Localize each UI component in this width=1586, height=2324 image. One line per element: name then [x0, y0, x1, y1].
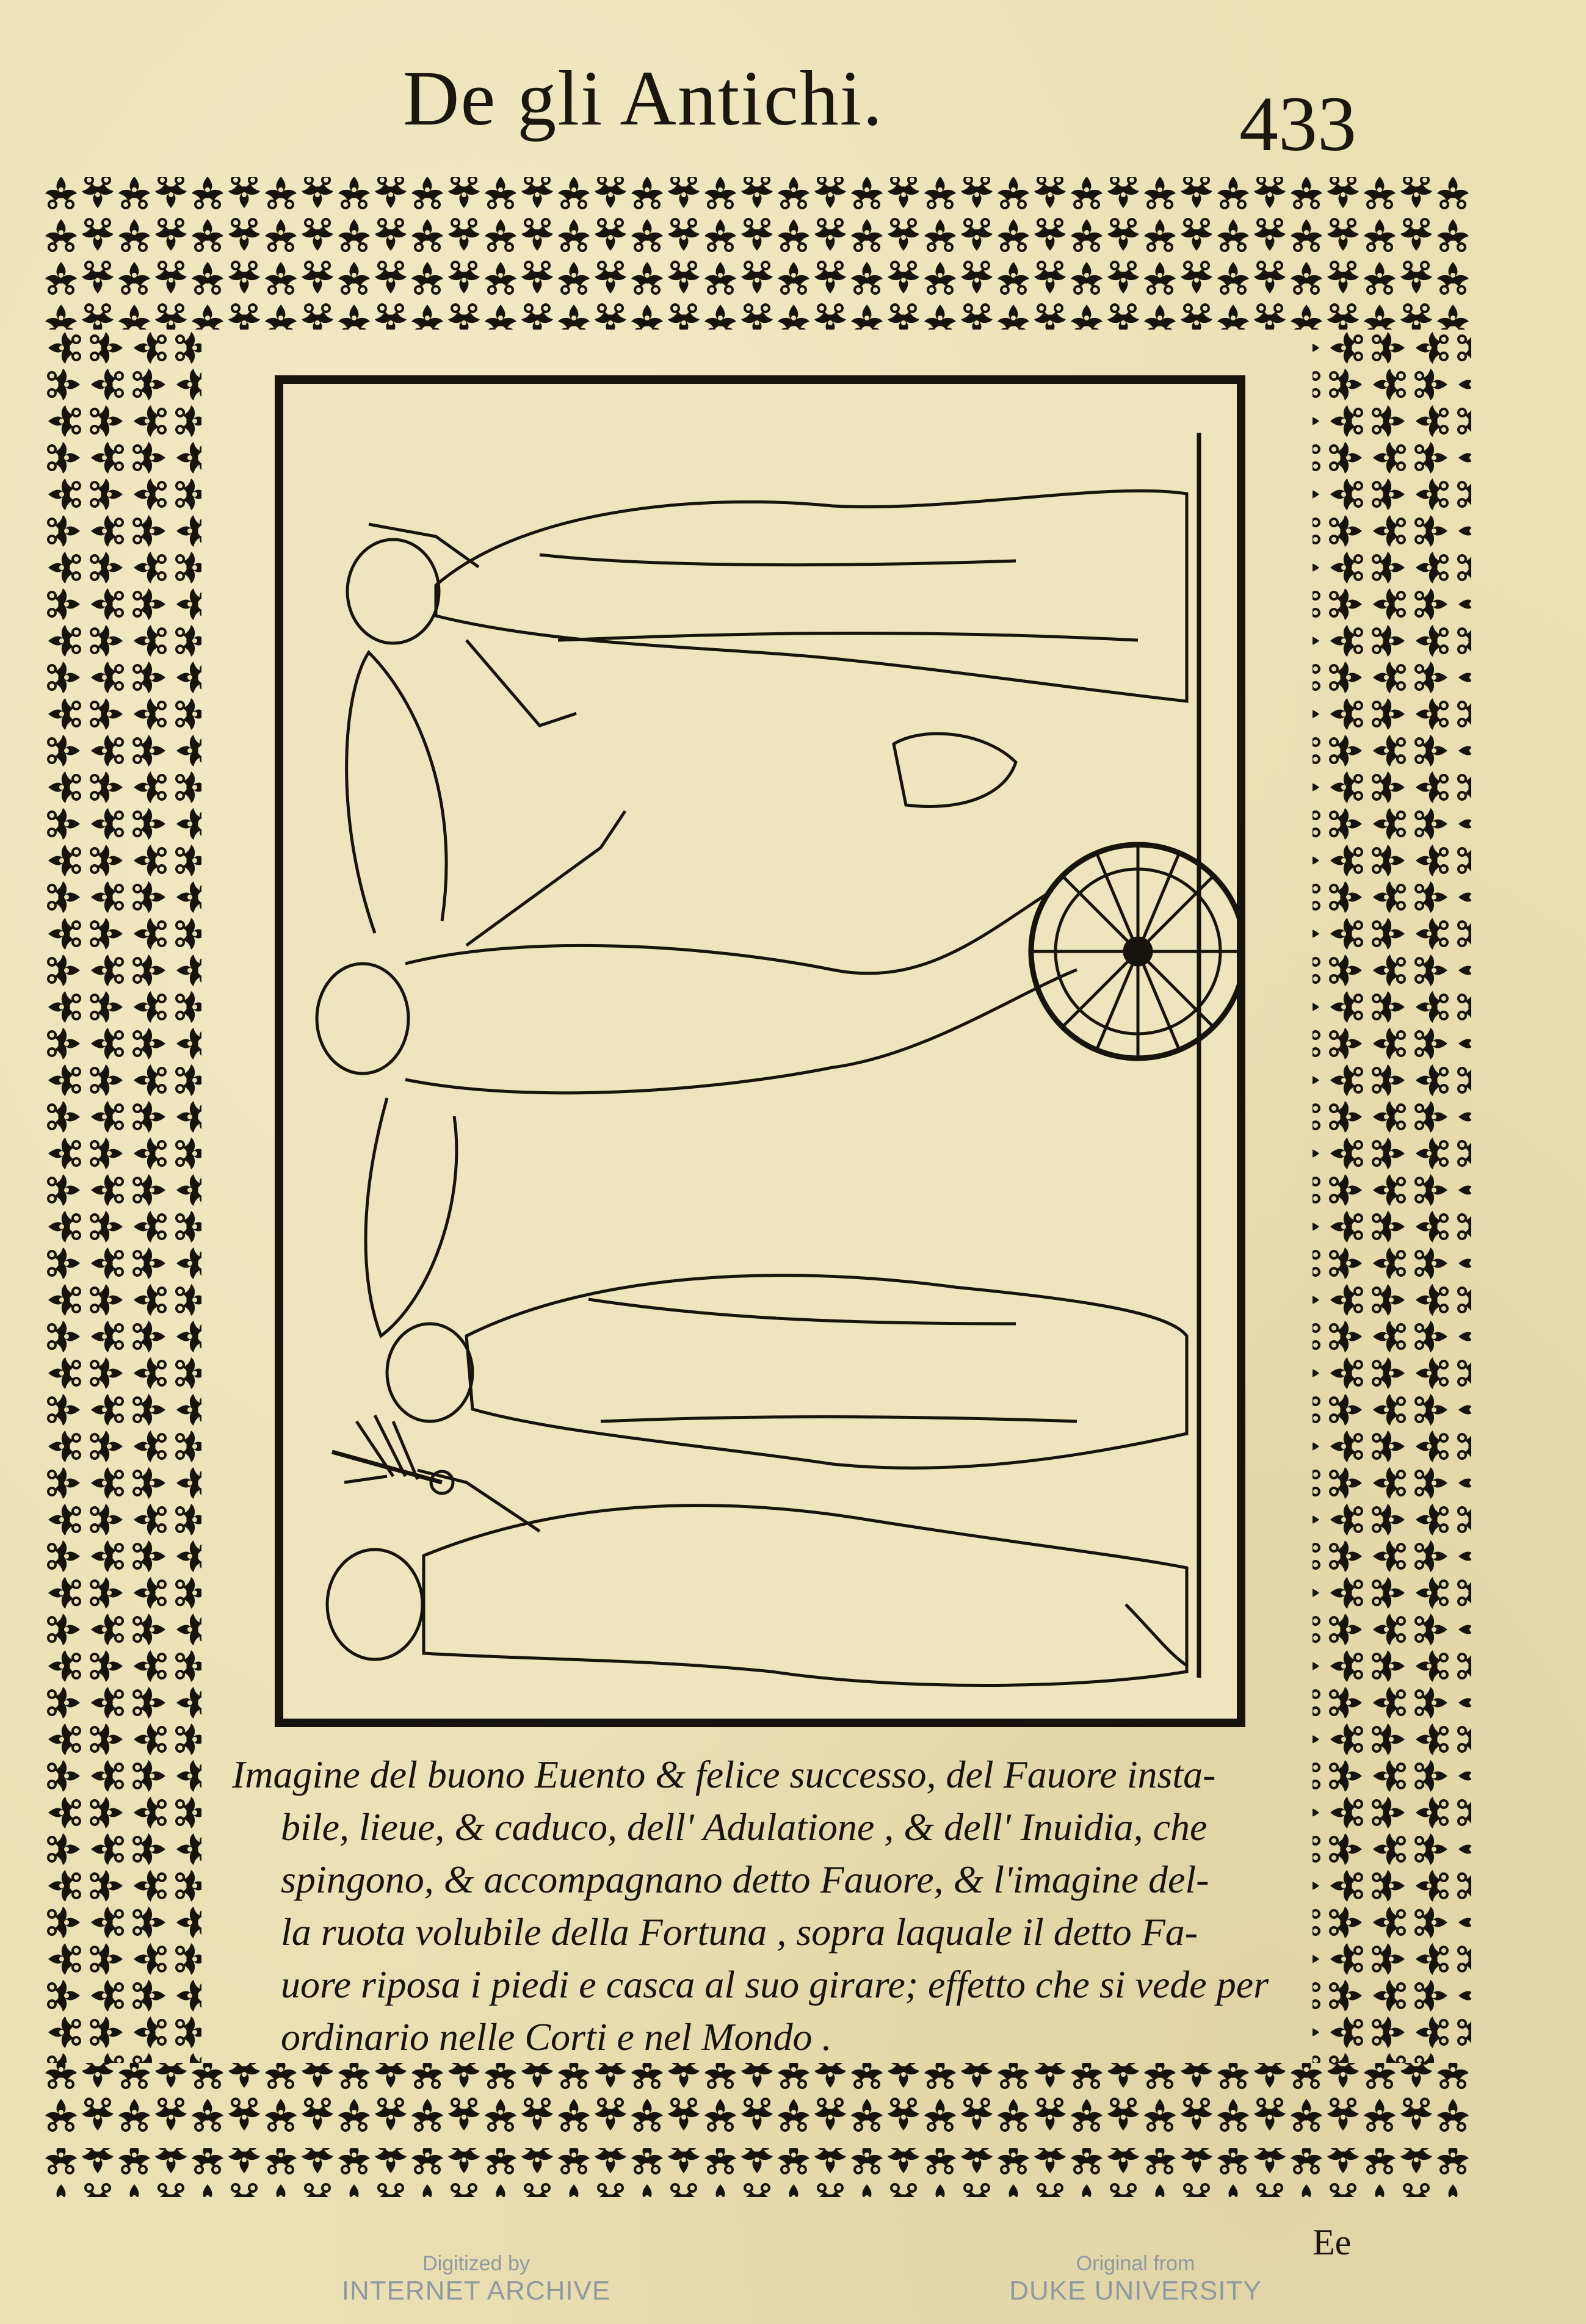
illustration-caption [232, 1748, 1306, 2063]
figure-envy [347, 491, 1187, 806]
woodcut-scene [283, 384, 1237, 1719]
signature-mark: Ee [1313, 2222, 1352, 2262]
wing-right [366, 1098, 457, 1336]
border-left-column [43, 330, 201, 2063]
footer-digitized-label: Digitized by [422, 2252, 530, 2275]
footer-original-label: Original from [1076, 2252, 1195, 2275]
border-bottom-row-2 [43, 2148, 1471, 2197]
border-right-column [1313, 330, 1471, 2063]
caption-line: ordinario nelle Corti e nel Mondo . [281, 2015, 832, 2059]
caption-line: bile, lieue, & caduco, dell' Adulatione , & dell' Inuidia, che [281, 1805, 1208, 1849]
caption-line: uore riposa i piedi e casca al suo girare; effetto che si vede per [281, 1963, 1269, 2006]
caption-line: Imagine del buono Euento & felice successo, del Fauore insta- [232, 1753, 1216, 1796]
caption-line: spingono, & accompagnano detto Fauore, & l'imagine del- [281, 1858, 1209, 1901]
page-number: 433 [1239, 81, 1356, 167]
running-title: De gli Antichi. [403, 55, 884, 142]
border-bottom-row-1 [43, 2063, 1471, 2136]
figure-adulation [387, 1276, 1187, 1468]
border-top-row-2 [43, 244, 1471, 330]
wheel-of-fortune [1031, 845, 1237, 1058]
dog [894, 734, 1016, 806]
footer-original [977, 2252, 1294, 2306]
wing-left [347, 652, 446, 933]
border-top-row-1 [43, 177, 1471, 247]
footer-original-source: DUKE UNIVERSITY [1009, 2276, 1262, 2306]
footer-digitized-source: INTERNET ARCHIVE [341, 2276, 611, 2306]
woodcut-illustration [275, 375, 1245, 1727]
footer-digitized [317, 2252, 635, 2306]
figure-favour [317, 652, 1077, 1336]
caption-line: la ruota volubile della Fortuna , sopra laquale il detto Fa- [281, 1910, 1198, 1954]
